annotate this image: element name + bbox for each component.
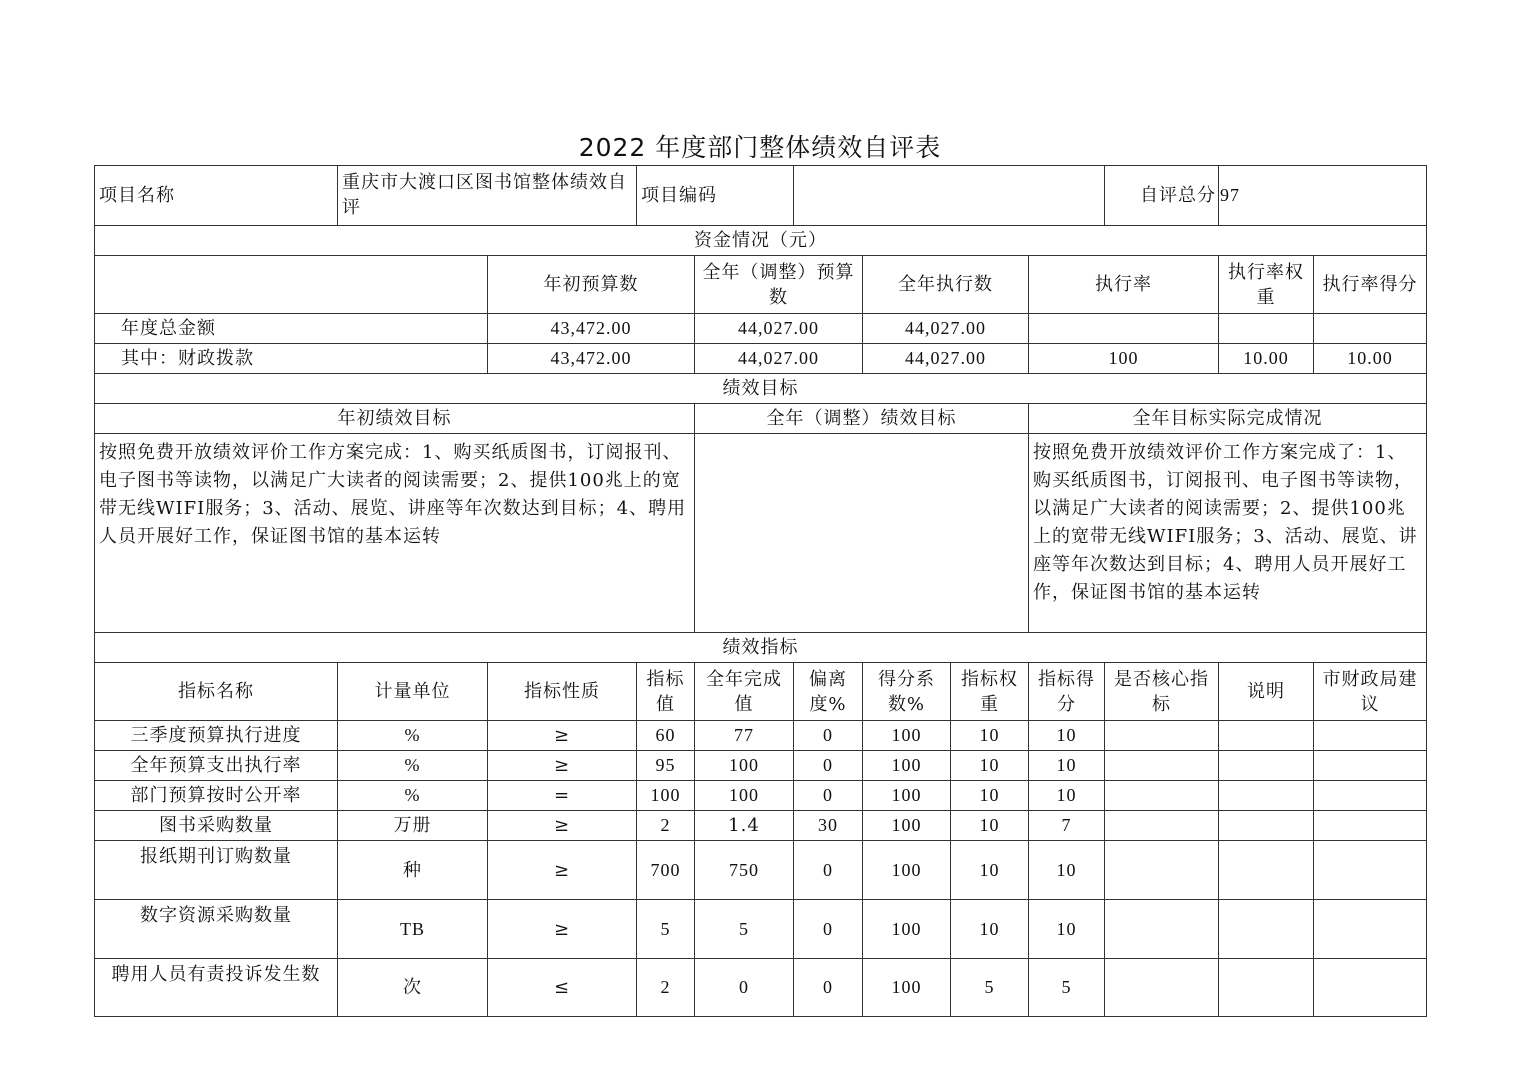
goals-actual-text: 按照免费开放绩效评价工作方案完成了：1、购买纸质图书，订阅报刊、电子图书等读物，以满足广大读者的阅读需要；2、提供100兆上的宽带无线WIFI服务；3、活动、展览、讲座等年次数达到目标；4、聘用人员开展好工作，保证图书馆的基本运转: [1029, 434, 1427, 633]
score-label: 自评总分: [1105, 166, 1219, 226]
ind-weight: 10: [951, 781, 1029, 811]
project-code-value: [794, 166, 1105, 226]
ind-weight: 10: [951, 841, 1029, 900]
ind-score: 10: [1029, 751, 1105, 781]
ind-name: 数字资源采购数量: [95, 900, 338, 959]
project-name-label: 项目名称: [95, 166, 338, 226]
funds-row-score: 10.00: [1314, 344, 1427, 374]
ind-score: 7: [1029, 811, 1105, 841]
ind-target: 2: [637, 959, 695, 1017]
funds-section-row: [95, 226, 1427, 256]
ind-note: [1219, 841, 1314, 900]
ind-unit: %: [338, 721, 488, 751]
indicators-header-row: [95, 663, 1427, 721]
funds-row: [95, 314, 1427, 344]
ind-nature: ≥: [488, 751, 637, 781]
ind-header-name: 指标名称: [95, 663, 338, 721]
project-name-value: 重庆市大渡口区图书馆整体绩效自评: [338, 166, 637, 226]
score-value: 97: [1219, 166, 1427, 226]
ind-coef: 100: [863, 959, 951, 1017]
ind-actual: 77: [695, 721, 794, 751]
funds-row-executed: 44,027.00: [863, 314, 1029, 344]
goals-initial-text: 按照免费开放绩效评价工作方案完成：1、购买纸质图书，订阅报刊、电子图书等读物，以满足广大读者的阅读需要；2、提供100兆上的宽带无线WIFI服务；3、活动、展览、讲座等年次数达到目标；4、聘用人员开展好工作，保证图书馆的基本运转: [95, 434, 695, 633]
indicators-section-row: [95, 633, 1427, 663]
funds-row-rate: [1029, 314, 1219, 344]
ind-nature: ≥: [488, 900, 637, 959]
ind-nature: ≥: [488, 721, 637, 751]
ind-nature: ≤: [488, 959, 637, 1017]
goals-initial-header: 年初绩效目标: [95, 404, 695, 434]
ind-coef: 100: [863, 811, 951, 841]
ind-note: [1219, 751, 1314, 781]
funds-header-initial: 年初预算数: [488, 256, 695, 314]
ind-name: 三季度预算执行进度: [95, 721, 338, 751]
funds-row-initial: 43,472.00: [488, 344, 695, 374]
ind-header-note: 说明: [1219, 663, 1314, 721]
ind-core: [1105, 959, 1219, 1017]
ind-unit: %: [338, 751, 488, 781]
funds-row-weight: 10.00: [1219, 344, 1314, 374]
ind-deviation: 30: [794, 811, 863, 841]
project-info-row: [95, 166, 1427, 226]
indicator-row: [95, 751, 1427, 781]
goals-actual-header: 全年目标实际完成情况: [1029, 404, 1427, 434]
ind-target: 2: [637, 811, 695, 841]
indicator-row: [95, 781, 1427, 811]
funds-row-executed: 44,027.00: [863, 344, 1029, 374]
ind-deviation: 0: [794, 959, 863, 1017]
ind-note: [1219, 811, 1314, 841]
ind-score: 10: [1029, 721, 1105, 751]
ind-coef: 100: [863, 721, 951, 751]
goals-adjusted-text: [695, 434, 1029, 633]
ind-header-actual: 全年完成值: [695, 663, 794, 721]
funds-header-rate: 执行率: [1029, 256, 1219, 314]
ind-score: 10: [1029, 781, 1105, 811]
ind-advice: [1314, 959, 1427, 1017]
ind-header-score: 指标得分: [1029, 663, 1105, 721]
funds-header-blank: [95, 256, 488, 314]
ind-core: [1105, 721, 1219, 751]
ind-unit: 次: [338, 959, 488, 1017]
indicators-section-title: 绩效指标: [95, 633, 1427, 663]
ind-note: [1219, 721, 1314, 751]
evaluation-table: [94, 165, 1427, 1017]
indicator-row: [95, 721, 1427, 751]
indicator-row: [95, 900, 1427, 959]
ind-header-nature: 指标性质: [488, 663, 637, 721]
ind-weight: 10: [951, 811, 1029, 841]
ind-deviation: 0: [794, 841, 863, 900]
ind-score: 10: [1029, 841, 1105, 900]
goals-section-row: [95, 374, 1427, 404]
ind-core: [1105, 841, 1219, 900]
ind-weight: 10: [951, 751, 1029, 781]
funds-header-row: [95, 256, 1427, 314]
ind-unit: TB: [338, 900, 488, 959]
ind-score: 10: [1029, 900, 1105, 959]
funds-row-label: 年度总金额: [95, 314, 488, 344]
funds-row-weight: [1219, 314, 1314, 344]
ind-core: [1105, 811, 1219, 841]
ind-coef: 100: [863, 841, 951, 900]
ind-actual: 100: [695, 751, 794, 781]
funds-row-score: [1314, 314, 1427, 344]
ind-deviation: 0: [794, 781, 863, 811]
ind-header-advice: 市财政局建议: [1314, 663, 1427, 721]
funds-row-adjusted: 44,027.00: [695, 344, 863, 374]
ind-name: 报纸期刊订购数量: [95, 841, 338, 900]
funds-row-adjusted: 44,027.00: [695, 314, 863, 344]
funds-row-initial: 43,472.00: [488, 314, 695, 344]
page-title: 2022 年度部门整体绩效自评表: [578, 133, 942, 162]
ind-actual: 1.4: [695, 811, 794, 841]
ind-header-coef: 得分系数%: [863, 663, 951, 721]
ind-coef: 100: [863, 751, 951, 781]
ind-header-unit: 计量单位: [338, 663, 488, 721]
ind-advice: [1314, 781, 1427, 811]
ind-deviation: 0: [794, 721, 863, 751]
ind-nature: ≥: [488, 841, 637, 900]
ind-core: [1105, 781, 1219, 811]
ind-name: 图书采购数量: [95, 811, 338, 841]
ind-target: 700: [637, 841, 695, 900]
ind-note: [1219, 900, 1314, 959]
ind-header-deviation: 偏离度%: [794, 663, 863, 721]
funds-row: [95, 344, 1427, 374]
ind-name: 聘用人员有责投诉发生数: [95, 959, 338, 1017]
ind-target: 5: [637, 900, 695, 959]
ind-weight: 10: [951, 721, 1029, 751]
ind-coef: 100: [863, 781, 951, 811]
funds-row-rate: 100: [1029, 344, 1219, 374]
ind-nature: =: [488, 781, 637, 811]
ind-deviation: 0: [794, 900, 863, 959]
project-code-label: 项目编码: [637, 166, 794, 226]
ind-actual: 0: [695, 959, 794, 1017]
ind-weight: 5: [951, 959, 1029, 1017]
ind-header-target: 指标值: [637, 663, 695, 721]
ind-note: [1219, 959, 1314, 1017]
ind-advice: [1314, 841, 1427, 900]
ind-target: 60: [637, 721, 695, 751]
funds-header-executed: 全年执行数: [863, 256, 1029, 314]
ind-score: 5: [1029, 959, 1105, 1017]
ind-advice: [1314, 811, 1427, 841]
goals-adjusted-header: 全年（调整）绩效目标: [695, 404, 1029, 434]
ind-advice: [1314, 751, 1427, 781]
ind-target: 95: [637, 751, 695, 781]
ind-nature: ≥: [488, 811, 637, 841]
ind-core: [1105, 900, 1219, 959]
ind-core: [1105, 751, 1219, 781]
funds-header-weight: 执行率权重: [1219, 256, 1314, 314]
ind-name: 全年预算支出执行率: [95, 751, 338, 781]
goals-header-row: [95, 404, 1427, 434]
goals-section-title: 绩效目标: [95, 374, 1427, 404]
ind-advice: [1314, 721, 1427, 751]
ind-unit: %: [338, 781, 488, 811]
funds-row-label: 其中：财政拨款: [95, 344, 488, 374]
ind-unit: 种: [338, 841, 488, 900]
indicator-row: [95, 811, 1427, 841]
ind-weight: 10: [951, 900, 1029, 959]
indicator-row: [95, 959, 1427, 1017]
ind-advice: [1314, 900, 1427, 959]
funds-header-score: 执行率得分: [1314, 256, 1427, 314]
ind-actual: 100: [695, 781, 794, 811]
goals-content-row: [95, 434, 1427, 633]
ind-actual: 5: [695, 900, 794, 959]
ind-header-weight: 指标权重: [951, 663, 1029, 721]
funds-header-adjusted: 全年（调整）预算数: [695, 256, 863, 314]
ind-deviation: 0: [794, 751, 863, 781]
ind-coef: 100: [863, 900, 951, 959]
ind-header-core: 是否核心指标: [1105, 663, 1219, 721]
ind-name: 部门预算按时公开率: [95, 781, 338, 811]
indicator-row: [95, 841, 1427, 900]
ind-actual: 750: [695, 841, 794, 900]
ind-note: [1219, 781, 1314, 811]
ind-unit: 万册: [338, 811, 488, 841]
ind-target: 100: [637, 781, 695, 811]
funds-section-title: 资金情况（元）: [95, 226, 1427, 256]
